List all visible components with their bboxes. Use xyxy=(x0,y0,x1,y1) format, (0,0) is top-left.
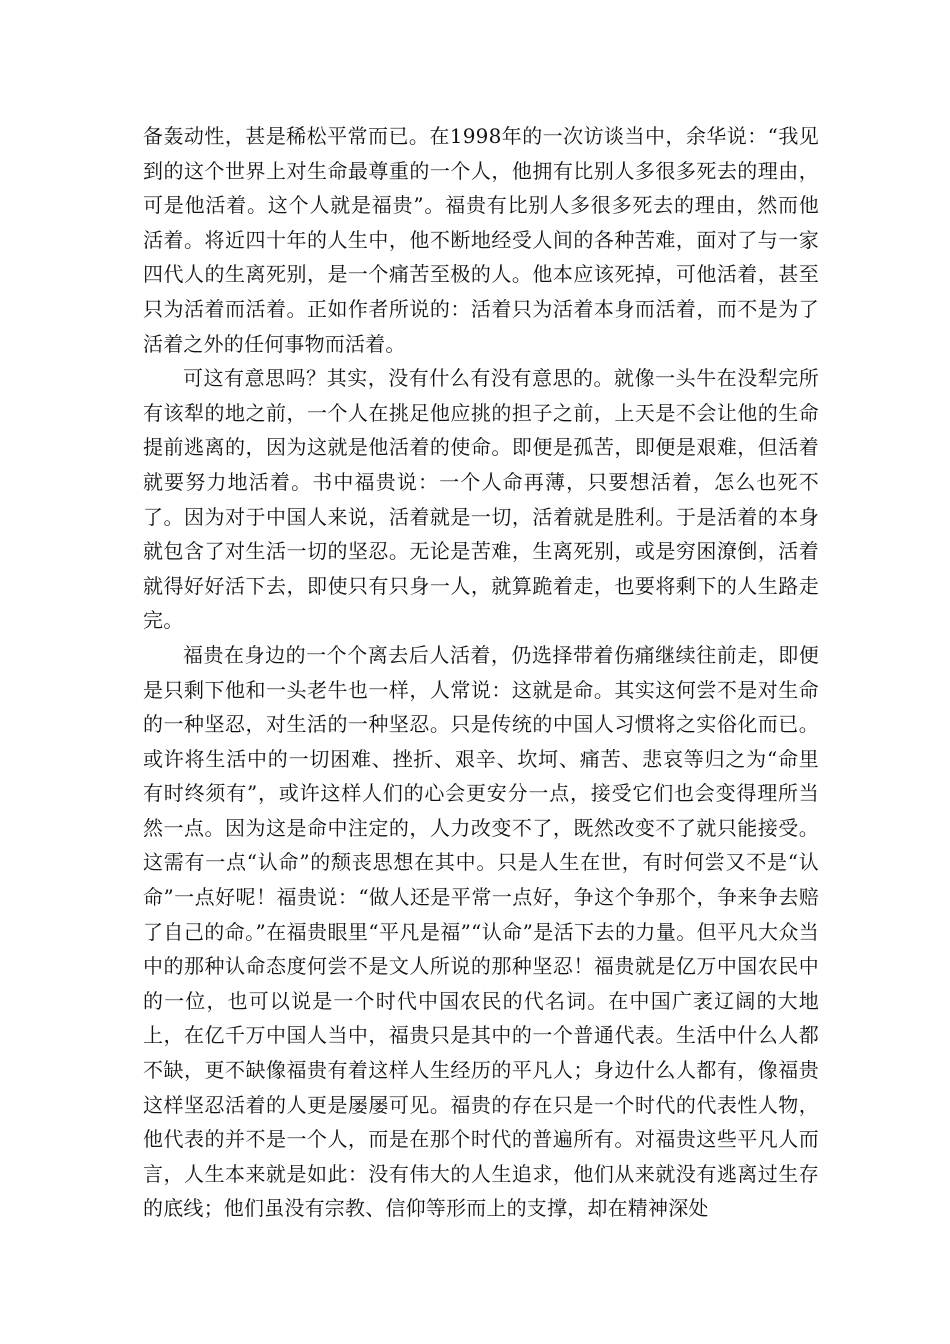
paragraph-3: 福贵在身边的一个个离去后人活着，仍选择带着伤痛继续往前走，即便是只剩下他和一头老牛也一样，人常说：这就是命。其实这何尝不是对生命的一种坚忍，对生活的一种坚忍。只是传统的中国人习惯将之实俗化而已。或许将生活中的一切困难、挫折、艰辛、坎坷、痛苦、悲哀等归之为“命里有时终须有”，或许这样人们的心会更安分一点，接受它们也会变得理所当然一点。因为这是命中注定的，人力改变不了，既然改变不了就只能接受。这需有一点“认命”的颓丧思想在其中。只是人生在世，有时何尝又不是“认命”一点好呢！福贵说：“做人还是平常一点好，争这个争那个，争来争去赔了自己的命。”在福贵眼里“平凡是福”“认命”是活下去的力量。但平凡大众当中的那种认命态度何尝不是文人所说的那种坚忍！福贵就是亿万中国农民中的一位，也可以说是一个时代中国农民的代名词。在中国广袤辽阔的大地上，在亿千万中国人当中，福贵只是其中的一个普通代表。生活中什么人都不缺，更不缺像福贵有着这样人生经历的平凡人；身边什么人都有，像福贵这样坚忍活着的人更是屡屡可见。福贵的存在只是一个时代的代表性人物，他代表的并不是一个人，而是在那个时代的普遍所有。对福贵这些平凡人而言，人生本来就是如此：没有伟大的人生追求，他们从来就没有逃离过生存的底线；他们虽没有宗教、信仰等形而上的支撑，却在精神深处 xyxy=(143,642,819,1221)
paragraph-2: 可这有意思吗？其实，没有什么有没有意思的。就像一头牛在没犁完所有该犁的地之前，一个人在挑足他应挑的担子之前，上天是不会让他的生命提前逃离的，因为这就是他活着的使命。即便是孤苦，即便是艰难，但活着就要努力地活着。书中福贵说：一个人命再薄，只要想活着，怎么也死不了。因为对于中国人来说，活着就是一切，活着就是胜利。于是活着的本身就包含了对生活一切的坚忍。无论是苦难，生离死别，或是穷困潦倒，活着就得好好活下去，即使只有只身一人，就算跪着走，也要将剩下的人生路走完。 xyxy=(143,366,819,633)
paragraph-1: 备轰动性，甚是稀松平常而已。在1998年的一次访谈当中，余华说：“我见到的这个世界上对生命最尊重的一个人，他拥有比别人多很多死去的理由，可是他活着。这个人就是福贵”。福贵有比别人多很多死去的理由，然而他活着。将近四十年的人生中，他不断地经受人间的各种苦难，面对了与一家四代人的生离死别，是一个痛苦至极的人。他本应该死掉，可他活着，甚至只为活着而活着。正如作者所说的：活着只为活着本身而活着，而不是为了活着之外的任何事物而活着。 xyxy=(143,124,819,356)
document-body xyxy=(143,119,819,1226)
